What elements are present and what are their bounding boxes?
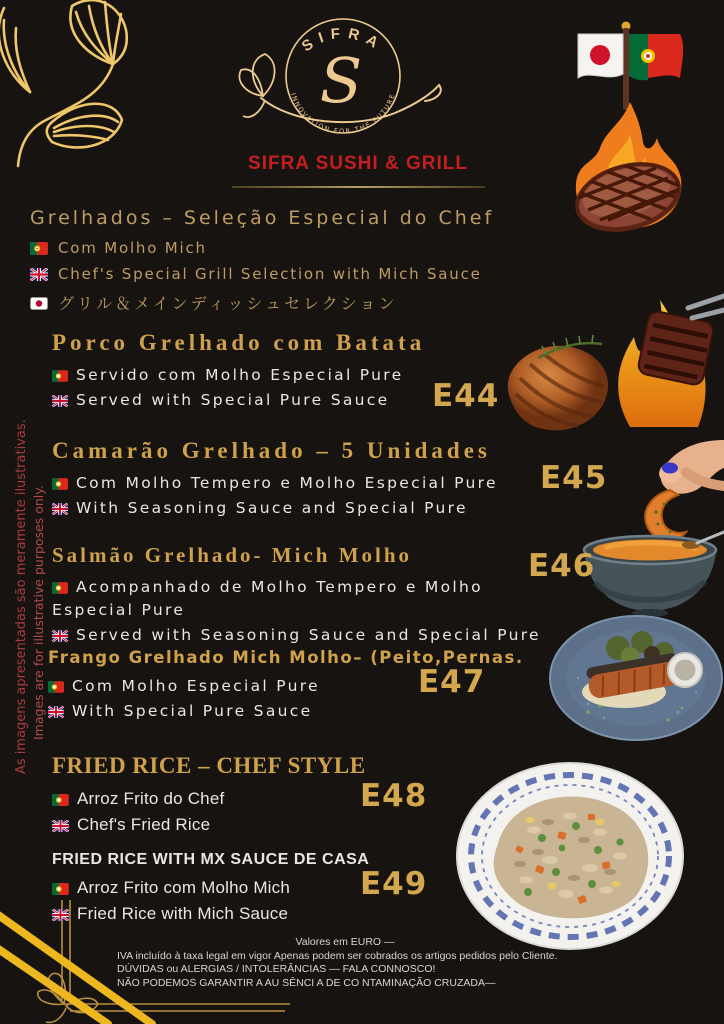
price-badge: E49	[360, 866, 428, 902]
flaming-steak-illustration	[548, 100, 708, 250]
menu-item-desc-en	[52, 902, 369, 926]
menu-item-title: FRIED RICE – CHEF STYLE	[52, 753, 366, 778]
menu-item-fried-rice-chef	[52, 753, 366, 839]
menu-item-desc-pt	[52, 787, 366, 811]
section-subtitle-en-text: Chef's Special Grill Selection with Mich Sauce	[58, 265, 482, 283]
uk-flag-icon	[48, 702, 64, 720]
section-subtitle-jp	[30, 291, 494, 314]
desc-pt-text: Servido com Molho Especial Pure	[76, 366, 404, 384]
uk-flag-icon	[52, 815, 69, 834]
menu-item-desc-en	[52, 813, 366, 837]
menu-item-camarao-grelhado	[52, 438, 498, 522]
footer-legal-text	[95, 936, 595, 990]
brand-logo	[235, 8, 447, 148]
desc-pt-text: Com Molho Especial Pure	[72, 677, 320, 695]
footer-line-contamination: NÃO PODEMOS GARANTIR A AU SÊNCI A DE CO NTAMINAÇÃO CRUZADA—	[117, 976, 496, 989]
portugal-flag-icon	[52, 878, 69, 897]
desc-pt-text: Com Molho Tempero e Molho Especial Pure	[76, 474, 498, 492]
desc-en-text: Served with Seasoning Sauce and Special Pure	[76, 626, 541, 644]
section-subtitle-pt	[30, 239, 494, 257]
price-badge: E48	[360, 778, 428, 814]
floral-corner-decoration	[0, 0, 175, 175]
menu-item-desc-pt	[52, 472, 498, 495]
portugal-flag-icon	[52, 474, 68, 492]
portugal-flag-icon	[52, 789, 69, 808]
section-subtitle-en	[30, 265, 494, 283]
footer-line-currency: Valores em EURO —	[295, 936, 395, 948]
desc-en-text: Served with Special Pure Sauce	[76, 391, 390, 409]
menu-item-title: Salmão Grelhado- Mich Molho	[52, 543, 413, 567]
section-subtitle-pt-text: Com Molho Mich	[58, 239, 207, 257]
uk-flag-icon	[30, 265, 48, 283]
desc-en-text: Chef's Fried Rice	[77, 815, 211, 834]
menu-item-title: Frango Grelhado Mich Molho– (Peito,Pernas.	[48, 648, 524, 667]
japan-flag-icon	[30, 293, 48, 312]
menu-item-porco-grelhado	[52, 330, 425, 414]
menu-item-desc-pt	[52, 364, 425, 387]
japan-flag-icon	[578, 34, 623, 78]
desc-pt-text: Arroz Frito com Molho Mich	[77, 878, 291, 897]
desc-en-text: With Seasoning Sauce and Special Pure	[76, 499, 468, 517]
logo-name-text: SIFRA	[298, 24, 388, 56]
section-subtitle-jp-text: グリル＆メインディッシュセレクション	[58, 294, 398, 313]
portugal-flag-icon	[30, 239, 48, 257]
price-badge: E45	[540, 460, 608, 496]
desc-en-text: With Special Pure Sauce	[72, 702, 313, 720]
side-note-pt: As imagens apresentadas são meramente ilustrativas.	[14, 419, 29, 774]
section-header	[30, 207, 494, 322]
desc-en-text: Fried Rice with Mich Sauce	[77, 904, 289, 923]
brand-title: SIFRA SUSHI & GRILL	[248, 153, 468, 174]
logo-flower	[239, 54, 274, 117]
uk-flag-icon	[52, 626, 68, 644]
portugal-flag-icon	[629, 34, 683, 80]
logo-tagline-text: INNOVATION FOR THE FUTURE	[288, 91, 398, 136]
desc-pt-text: Acompanhado de Molho Tempero e Molho Especial Pure	[52, 578, 483, 619]
menu-item-desc-pt	[52, 576, 544, 622]
menu-item-desc-en	[52, 497, 498, 520]
price-badge: E44	[432, 378, 500, 414]
fried-rice-plate-photo	[450, 760, 706, 952]
flaming-steak-tongs-photo	[590, 292, 724, 427]
portugal-flag-icon	[48, 677, 64, 695]
menu-item-desc-en	[52, 624, 544, 647]
price-badge: E46	[528, 548, 596, 584]
menu-item-salmao-grelhado	[52, 543, 544, 649]
header-divider	[232, 186, 485, 188]
footer-line-allergy: DÚVIDAS ou ALERGIAS / INTOLERÂNCIAS — FALA CONNOSCO!	[117, 963, 436, 975]
logo-monogram: S	[319, 44, 363, 117]
soup-bowl-photo	[575, 523, 724, 618]
menu-item-title: Porco Grelhado com Batata	[52, 330, 426, 355]
menu-item-desc-en	[48, 700, 524, 723]
salmon-plate-photo	[548, 608, 724, 743]
menu-item-title: Camarão Grelhado – 5 Unidades	[52, 438, 491, 463]
portugal-flag-icon	[52, 578, 68, 596]
side-note-en: Images are for illustrative purposes only.	[31, 485, 46, 740]
price-badge: E47	[418, 664, 486, 700]
portugal-flag-icon	[52, 366, 68, 384]
uk-flag-icon	[52, 391, 68, 409]
uk-flag-icon	[52, 499, 68, 517]
menu-item-desc-en	[52, 389, 425, 412]
footer-line-iva: IVA incluído à taxa legal em vigor Apenas podem ser cobrados os artigos pedidos pelo Cliente.	[117, 949, 558, 962]
menu-item-desc-pt	[52, 876, 369, 900]
menu-item-fried-rice-mx	[52, 851, 369, 928]
section-title: Grelhados – Seleção Especial do Chef	[30, 207, 495, 229]
desc-pt-text: Arroz Frito do Chef	[77, 789, 225, 808]
uk-flag-icon	[52, 904, 69, 923]
menu-item-title: FRIED RICE WITH MX SAUCE DE CASA	[52, 851, 370, 868]
